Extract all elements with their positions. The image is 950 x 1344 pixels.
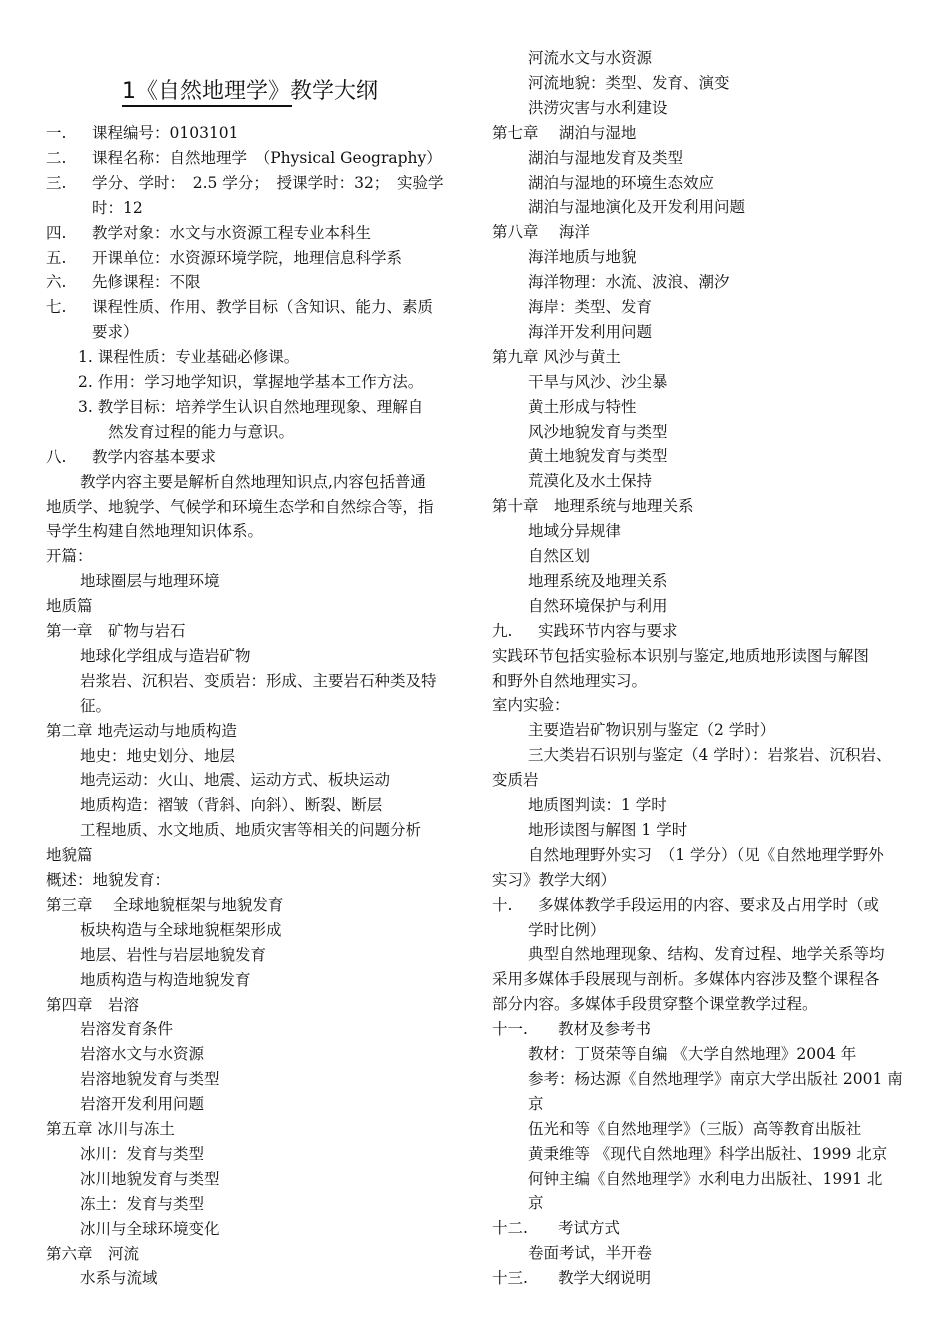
line-text: 工程地质、水文地质、地质灾害等相关的问题分析 xyxy=(80,821,422,840)
line-text: 课程编号：0103101 xyxy=(92,124,239,142)
line-text: 洪涝灾害与水利建设 xyxy=(528,98,668,117)
line-text: 教学内容主要是解析自然地理知识点,内容包括普通 xyxy=(80,472,426,491)
line-text: 干旱与风沙、沙尘暴 xyxy=(528,372,668,391)
text-line xyxy=(528,1144,887,1164)
text-line xyxy=(528,1119,861,1139)
text-line xyxy=(46,148,442,168)
line-text: 黄土形成与特性 xyxy=(528,397,637,416)
text-line xyxy=(46,223,371,243)
text-line xyxy=(46,721,237,741)
line-text: 海洋物理：水流、波浪、潮汐 xyxy=(528,273,730,292)
text-line xyxy=(80,920,282,940)
text-line xyxy=(78,347,299,367)
text-line xyxy=(78,397,423,417)
line-text: 京 xyxy=(528,1194,544,1213)
text-line xyxy=(46,297,433,317)
line-text: 荒漠化及水土保持 xyxy=(528,472,653,491)
text-line xyxy=(46,447,216,467)
line-text: 教学内容基本要求 xyxy=(92,447,217,466)
line-text: 湖泊与湿地演化及开发利用问题 xyxy=(528,198,746,217)
section-number: 四. xyxy=(46,223,67,242)
text-line xyxy=(80,696,111,716)
text-line xyxy=(80,671,437,691)
line-text: 板块构造与全球地貌框架形成 xyxy=(80,920,282,939)
line-text: 何钟主编《自然地理学》水利电力出版社、1991 北 xyxy=(528,1169,883,1188)
text-line xyxy=(492,496,694,516)
text-line xyxy=(528,247,637,267)
line-text: 征。 xyxy=(80,696,112,715)
text-line xyxy=(108,422,294,442)
section-number: 十一. xyxy=(492,1020,528,1039)
line-text: 3. 教学目标：培养学生认识自然地理现象、理解自 xyxy=(78,397,424,416)
text-line xyxy=(528,73,730,93)
line-text: 三大类岩石识别与鉴定（4 学时）：岩浆岩、沉积岩、 xyxy=(528,746,892,765)
text-line xyxy=(46,497,434,517)
text-line xyxy=(492,347,621,367)
text-line xyxy=(528,98,668,118)
line-text: 地质构造：褶皱（背斜、向斜）、断裂、断层 xyxy=(80,796,383,815)
section-number: 十三. xyxy=(492,1269,528,1288)
line-text: 岩溶水文与水资源 xyxy=(80,1045,205,1064)
line-text: 冰川与全球环境变化 xyxy=(80,1219,220,1238)
line-text: 水系与流域 xyxy=(80,1269,158,1288)
line-text: 第十章 地理系统与地理关系 xyxy=(492,497,694,516)
text-line xyxy=(528,795,667,815)
text-line xyxy=(80,1094,204,1114)
text-line xyxy=(80,820,421,840)
text-line xyxy=(528,397,637,417)
text-line xyxy=(492,646,869,666)
section-number: 六. xyxy=(46,273,67,292)
text-line xyxy=(46,995,139,1015)
line-text: 河流水文与水资源 xyxy=(528,49,653,67)
section-number: 十二. xyxy=(492,1219,528,1238)
text-line xyxy=(528,745,892,765)
text-line xyxy=(80,1169,220,1189)
text-line xyxy=(80,1268,158,1288)
line-text: 地理系统及地理关系 xyxy=(528,571,668,590)
line-text: 地质构造与构造地貌发育 xyxy=(80,970,251,989)
text-line xyxy=(528,1243,652,1263)
text-line xyxy=(92,322,139,342)
text-line xyxy=(46,895,283,915)
text-line xyxy=(528,944,885,964)
line-text: 导学生构建自然地理知识体系。 xyxy=(46,522,264,541)
line-text: 地质图判读：1 学时 xyxy=(528,796,667,814)
text-line xyxy=(528,446,668,466)
text-line xyxy=(46,272,201,292)
text-line xyxy=(528,845,884,865)
line-text: 课程性质、作用、教学目标（含知识、能力、素质 xyxy=(92,298,434,317)
text-line xyxy=(492,969,880,989)
line-text: 第五章 冰川与冻土 xyxy=(46,1120,175,1138)
line-text: 岩溶发育条件 xyxy=(80,1020,174,1039)
section-number: 三. xyxy=(46,173,67,192)
text-line xyxy=(528,1094,544,1114)
text-line xyxy=(528,596,668,616)
text-line xyxy=(492,222,590,242)
line-text: 2. 作用：学习地学知识，掌握地学基本工作方法。 xyxy=(78,373,424,391)
line-text: 典型自然地理现象、结构、发育过程、地学关系等均 xyxy=(528,945,885,964)
line-text: 地质学、地貌学、气候学和环境生态学和自然综合等，指 xyxy=(46,497,434,516)
line-text: 冻土：发育与类型 xyxy=(80,1194,205,1213)
line-text: 时：12 xyxy=(92,198,143,217)
line-text: 考试方式 xyxy=(558,1219,621,1238)
line-text: 实践环节包括实验标本识别与鉴定,地质地形读图与解图 xyxy=(492,646,869,665)
line-text: 和野外自然地理实习。 xyxy=(492,671,648,690)
line-text: 湖泊与湿地的环境生态效应 xyxy=(528,173,715,192)
line-text: 地史：地史划分、地层 xyxy=(80,746,236,765)
text-line xyxy=(80,1019,173,1039)
text-line xyxy=(492,870,616,890)
line-text: 1. 课程性质：专业基础必修课。 xyxy=(78,348,300,367)
text-line xyxy=(528,571,668,591)
text-line xyxy=(46,1244,139,1264)
text-line xyxy=(528,272,730,292)
line-text: 卷面考试，半开卷 xyxy=(528,1244,653,1263)
line-text: 地域分异规律 xyxy=(528,522,622,541)
text-line xyxy=(80,795,382,815)
text-line xyxy=(492,695,570,715)
text-line xyxy=(528,920,606,940)
text-line xyxy=(528,372,668,392)
line-text: 伍光和等《自然地理学》（三版）高等教育出版社 xyxy=(528,1119,862,1138)
line-text: 学分、学时： 2.5 学分； 授课学时：32； 实验学 xyxy=(92,173,444,192)
line-text: 主要造岩矿物识别与鉴定（2 学时） xyxy=(528,721,776,740)
text-line xyxy=(528,1169,882,1189)
text-line xyxy=(528,1069,903,1089)
line-text: 地球圈层与地理环境 xyxy=(80,572,220,591)
text-line xyxy=(46,1119,175,1139)
text-line xyxy=(492,621,678,641)
text-line xyxy=(492,671,647,691)
line-text: 教材：丁贤荣等自编 《大学自然地理》2004 年 xyxy=(528,1045,857,1063)
text-line xyxy=(492,770,539,790)
line-text: 开课单位：水资源环境学院，地理信息科学系 xyxy=(92,248,403,267)
line-text: 地层、岩性与岩层地貌发育 xyxy=(80,945,267,964)
line-text: 黄土地貌发育与类型 xyxy=(528,447,668,466)
section-number: 五. xyxy=(46,248,67,267)
text-line xyxy=(492,1268,651,1288)
text-line xyxy=(528,422,668,442)
text-line xyxy=(78,372,423,392)
line-text: 第一章 矿物与岩石 xyxy=(46,622,186,640)
text-line xyxy=(80,945,266,965)
text-line xyxy=(492,994,818,1014)
text-line xyxy=(528,820,687,840)
text-line xyxy=(528,297,652,317)
title-underline xyxy=(122,105,292,107)
text-line xyxy=(46,845,93,865)
text-line xyxy=(528,471,652,491)
text-line xyxy=(80,970,251,990)
line-text: 京 xyxy=(528,1094,544,1113)
text-line xyxy=(92,198,143,218)
line-text: 实习》教学大纲） xyxy=(492,870,617,889)
line-text: 参考：杨达源《自然地理学》南京大学出版社 2001 南 xyxy=(528,1069,903,1088)
text-line xyxy=(46,248,402,268)
text-line xyxy=(46,123,239,143)
text-line xyxy=(492,895,879,915)
text-line xyxy=(528,173,714,193)
text-line xyxy=(80,646,251,666)
line-text: 要求） xyxy=(92,323,139,342)
text-line xyxy=(492,1218,620,1238)
text-line xyxy=(80,770,390,790)
line-text: 海岸：类型、发育 xyxy=(528,298,653,316)
line-text: 海洋开发利用问题 xyxy=(528,322,653,341)
line-text: 冰川地貌发育与类型 xyxy=(80,1169,220,1188)
text-line xyxy=(528,521,621,541)
line-text: 第七章 湖泊与湿地 xyxy=(492,123,637,142)
line-text: 地形读图与解图 1 学时 xyxy=(528,820,688,839)
line-text: 部分内容。多媒体手段贯穿整个课堂教学过程。 xyxy=(492,995,818,1014)
section-number: 八. xyxy=(46,447,67,466)
text-line xyxy=(528,48,652,68)
text-line xyxy=(80,746,235,766)
text-line xyxy=(46,621,186,641)
line-text: 自然环境保护与利用 xyxy=(528,596,668,615)
text-line xyxy=(528,197,745,217)
line-text: 岩溶地貌发育与类型 xyxy=(80,1070,220,1089)
line-text: 开篇： xyxy=(46,547,93,566)
text-line xyxy=(80,1069,220,1089)
text-line xyxy=(80,1044,204,1064)
line-text: 河流地貌：类型、发育、演变 xyxy=(528,73,730,92)
text-line xyxy=(528,1044,856,1064)
section-number: 七. xyxy=(46,298,67,317)
page-title: 1《自然地理学》教学大纲 xyxy=(122,79,378,104)
line-text: 教学对象：水文与水资源工程专业本科生 xyxy=(92,223,372,242)
text-line xyxy=(492,123,636,143)
line-text: 实践环节内容与要求 xyxy=(538,621,678,640)
text-line xyxy=(80,472,426,492)
line-text: 课程名称：自然地理学 （Physical Geography） xyxy=(92,148,442,167)
text-line xyxy=(528,148,683,168)
section-number: 一. xyxy=(46,124,67,142)
line-text: 冰川：发育与类型 xyxy=(80,1144,205,1163)
text-line xyxy=(528,720,775,740)
line-text: 多媒体教学手段运用的内容、要求及占用学时（或 xyxy=(538,895,880,914)
text-line xyxy=(80,1194,204,1214)
section-number: 九. xyxy=(492,621,513,640)
section-number: 二. xyxy=(46,148,67,167)
line-text: 第八章 海洋 xyxy=(492,223,590,242)
text-line xyxy=(46,173,444,193)
line-text: 海洋地质与地貌 xyxy=(528,248,637,267)
line-text: 岩浆岩、沉积岩、变质岩：形成、主要岩石种类及特 xyxy=(80,671,437,690)
line-text: 第六章 河流 xyxy=(46,1244,140,1263)
line-text: 岩溶开发利用问题 xyxy=(80,1095,205,1114)
line-text: 自然区划 xyxy=(528,547,591,565)
line-text: 学时比例） xyxy=(528,920,606,939)
text-line xyxy=(528,546,590,566)
line-text: 地球化学组成与造岩矿物 xyxy=(80,646,251,665)
line-text: 自然地理野外实习 （1 学分）（见《自然地理学野外 xyxy=(528,845,884,864)
text-line xyxy=(492,1019,651,1039)
line-text: 地貌篇 xyxy=(46,846,93,865)
text-line xyxy=(528,322,652,342)
text-line xyxy=(80,571,220,591)
text-line xyxy=(46,596,93,616)
text-line xyxy=(46,521,263,541)
line-text: 概述：地貌发育： xyxy=(46,871,171,889)
line-text: 地质篇 xyxy=(46,597,93,616)
line-text: 第九章 风沙与黄土 xyxy=(492,347,621,366)
line-text: 教材及参考书 xyxy=(558,1020,652,1039)
text-line xyxy=(80,1144,204,1164)
line-text: 室内实验： xyxy=(492,696,570,715)
line-text: 先修课程：不限 xyxy=(92,273,201,292)
section-number: 十. xyxy=(492,895,513,914)
line-text: 黄秉维等 《现代自然地理》科学出版社、1999 北京 xyxy=(528,1144,888,1163)
line-text: 第二章 地壳运动与地质构造 xyxy=(46,721,237,740)
line-text: 第四章 岩溶 xyxy=(46,995,140,1014)
line-text: 地壳运动：火山、地震、运动方式、板块运动 xyxy=(80,771,391,790)
line-text: 风沙地貌发育与类型 xyxy=(528,422,668,441)
text-line xyxy=(528,1193,544,1213)
line-text: 湖泊与湿地发育及类型 xyxy=(528,148,684,167)
line-text: 第三章 全球地貌框架与地貌发育 xyxy=(46,895,284,914)
line-text: 变质岩 xyxy=(492,771,539,790)
text-line xyxy=(46,870,170,890)
text-line xyxy=(46,546,93,566)
line-text: 教学大纲说明 xyxy=(558,1269,652,1288)
text-line xyxy=(80,1219,220,1239)
line-text: 然发育过程的能力与意识。 xyxy=(108,422,295,441)
line-text: 采用多媒体手段展现与剖析。多媒体内容涉及整个课程各 xyxy=(492,970,880,989)
